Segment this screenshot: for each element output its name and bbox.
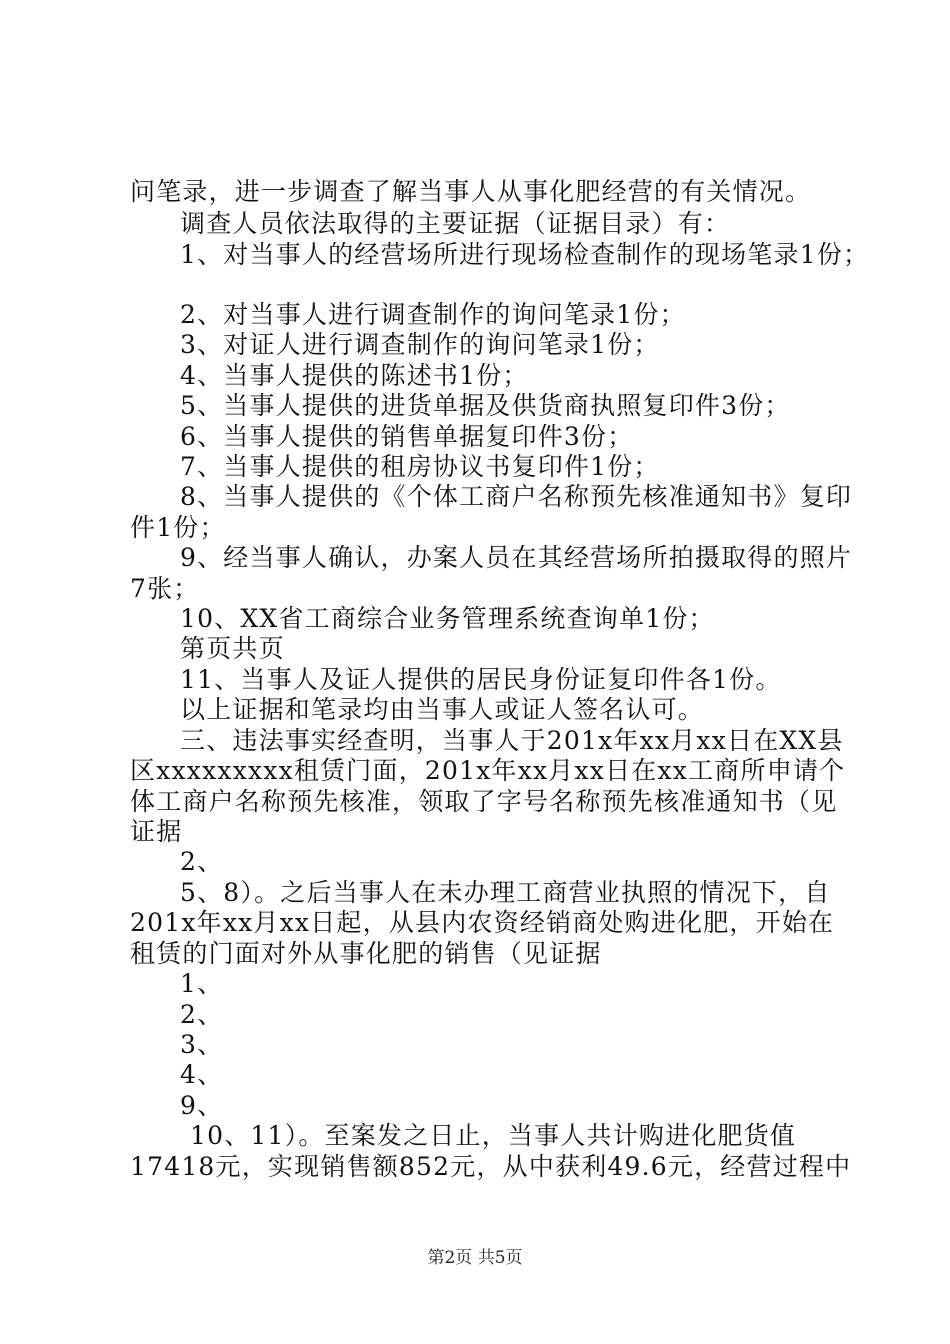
text-line: 5、当事人提供的进货单据及供货商执照复印件3份； — [180, 391, 791, 420]
text-line: 问笔录，进一步调查了解当事人从事化肥经营的有关情况。 — [130, 177, 812, 206]
text-line: 9、 — [180, 1091, 224, 1120]
text-line: 11、当事人及证人提供的居民身份证复印件各1份。 — [180, 665, 782, 694]
text-line: 10、XX省工商综合业务管理系统查询单1份； — [180, 604, 715, 633]
text-line: 3、 — [180, 1030, 224, 1059]
text-line: 2、 — [180, 847, 224, 876]
text-line: 8、当事人提供的《个体工商户名称预先核准通知书》复印 — [180, 482, 853, 511]
text-line: 4、 — [180, 1060, 224, 1089]
text-line: 以上证据和笔录均由当事人或证人签名认可。 — [180, 695, 705, 724]
text-line: 9、经当事人确认，办案人员在其经营场所拍摄取得的照片 — [180, 543, 853, 572]
text-line: 体工商户名称预先核准，领取了字号名称预先核准通知书（见 — [130, 787, 838, 816]
text-line: 第页共页 — [180, 634, 285, 663]
text-line: 2、对当事人进行调查制作的询问笔录1份； — [180, 300, 686, 329]
text-line: 201x年xx月xx日起，从县内农资经销商处购进化肥，开始在 — [130, 908, 835, 937]
text-line: 件1份； — [130, 513, 226, 542]
text-line: 证据 — [130, 817, 183, 846]
text-line: 7张； — [130, 574, 200, 603]
text-line: 4、当事人提供的陈述书1份； — [180, 361, 529, 390]
text-line: 6、当事人提供的销售单据复印件3份； — [180, 422, 634, 451]
text-line: 1、对当事人的经营场所进行现场检查制作的现场笔录1份； — [180, 240, 870, 269]
text-line: 5、8）。之后当事人在未办理工商营业执照的情况下，自 — [180, 878, 831, 907]
text-line: 调查人员依法取得的主要证据（证据目录）有： — [180, 209, 731, 238]
text-line: 三、违法事实经查明，当事人于201x年xx月xx日在XX县 — [180, 726, 844, 755]
text-line: 区xxxxxxxxx租赁门面，201x年xx月xx日在xx工商所申请个 — [130, 756, 846, 785]
text-line: 10、11）。至案发之日止，当事人共计购进化肥货值 — [190, 1121, 797, 1150]
page-footer: 第2页 共5页 — [427, 1248, 523, 1268]
text-line: 3、对证人进行调查制作的询问笔录1份； — [180, 330, 660, 359]
text-line: 2、 — [180, 1000, 224, 1029]
text-line: 7、当事人提供的租房协议书复印件1份； — [180, 452, 660, 481]
text-line: 租赁的门面对外从事化肥的销售（见证据 — [130, 939, 602, 968]
text-line: 17418元，实现销售额852元，从中获利49.6元，经营过程中 — [130, 1152, 852, 1181]
text-line: 1、 — [180, 969, 224, 998]
